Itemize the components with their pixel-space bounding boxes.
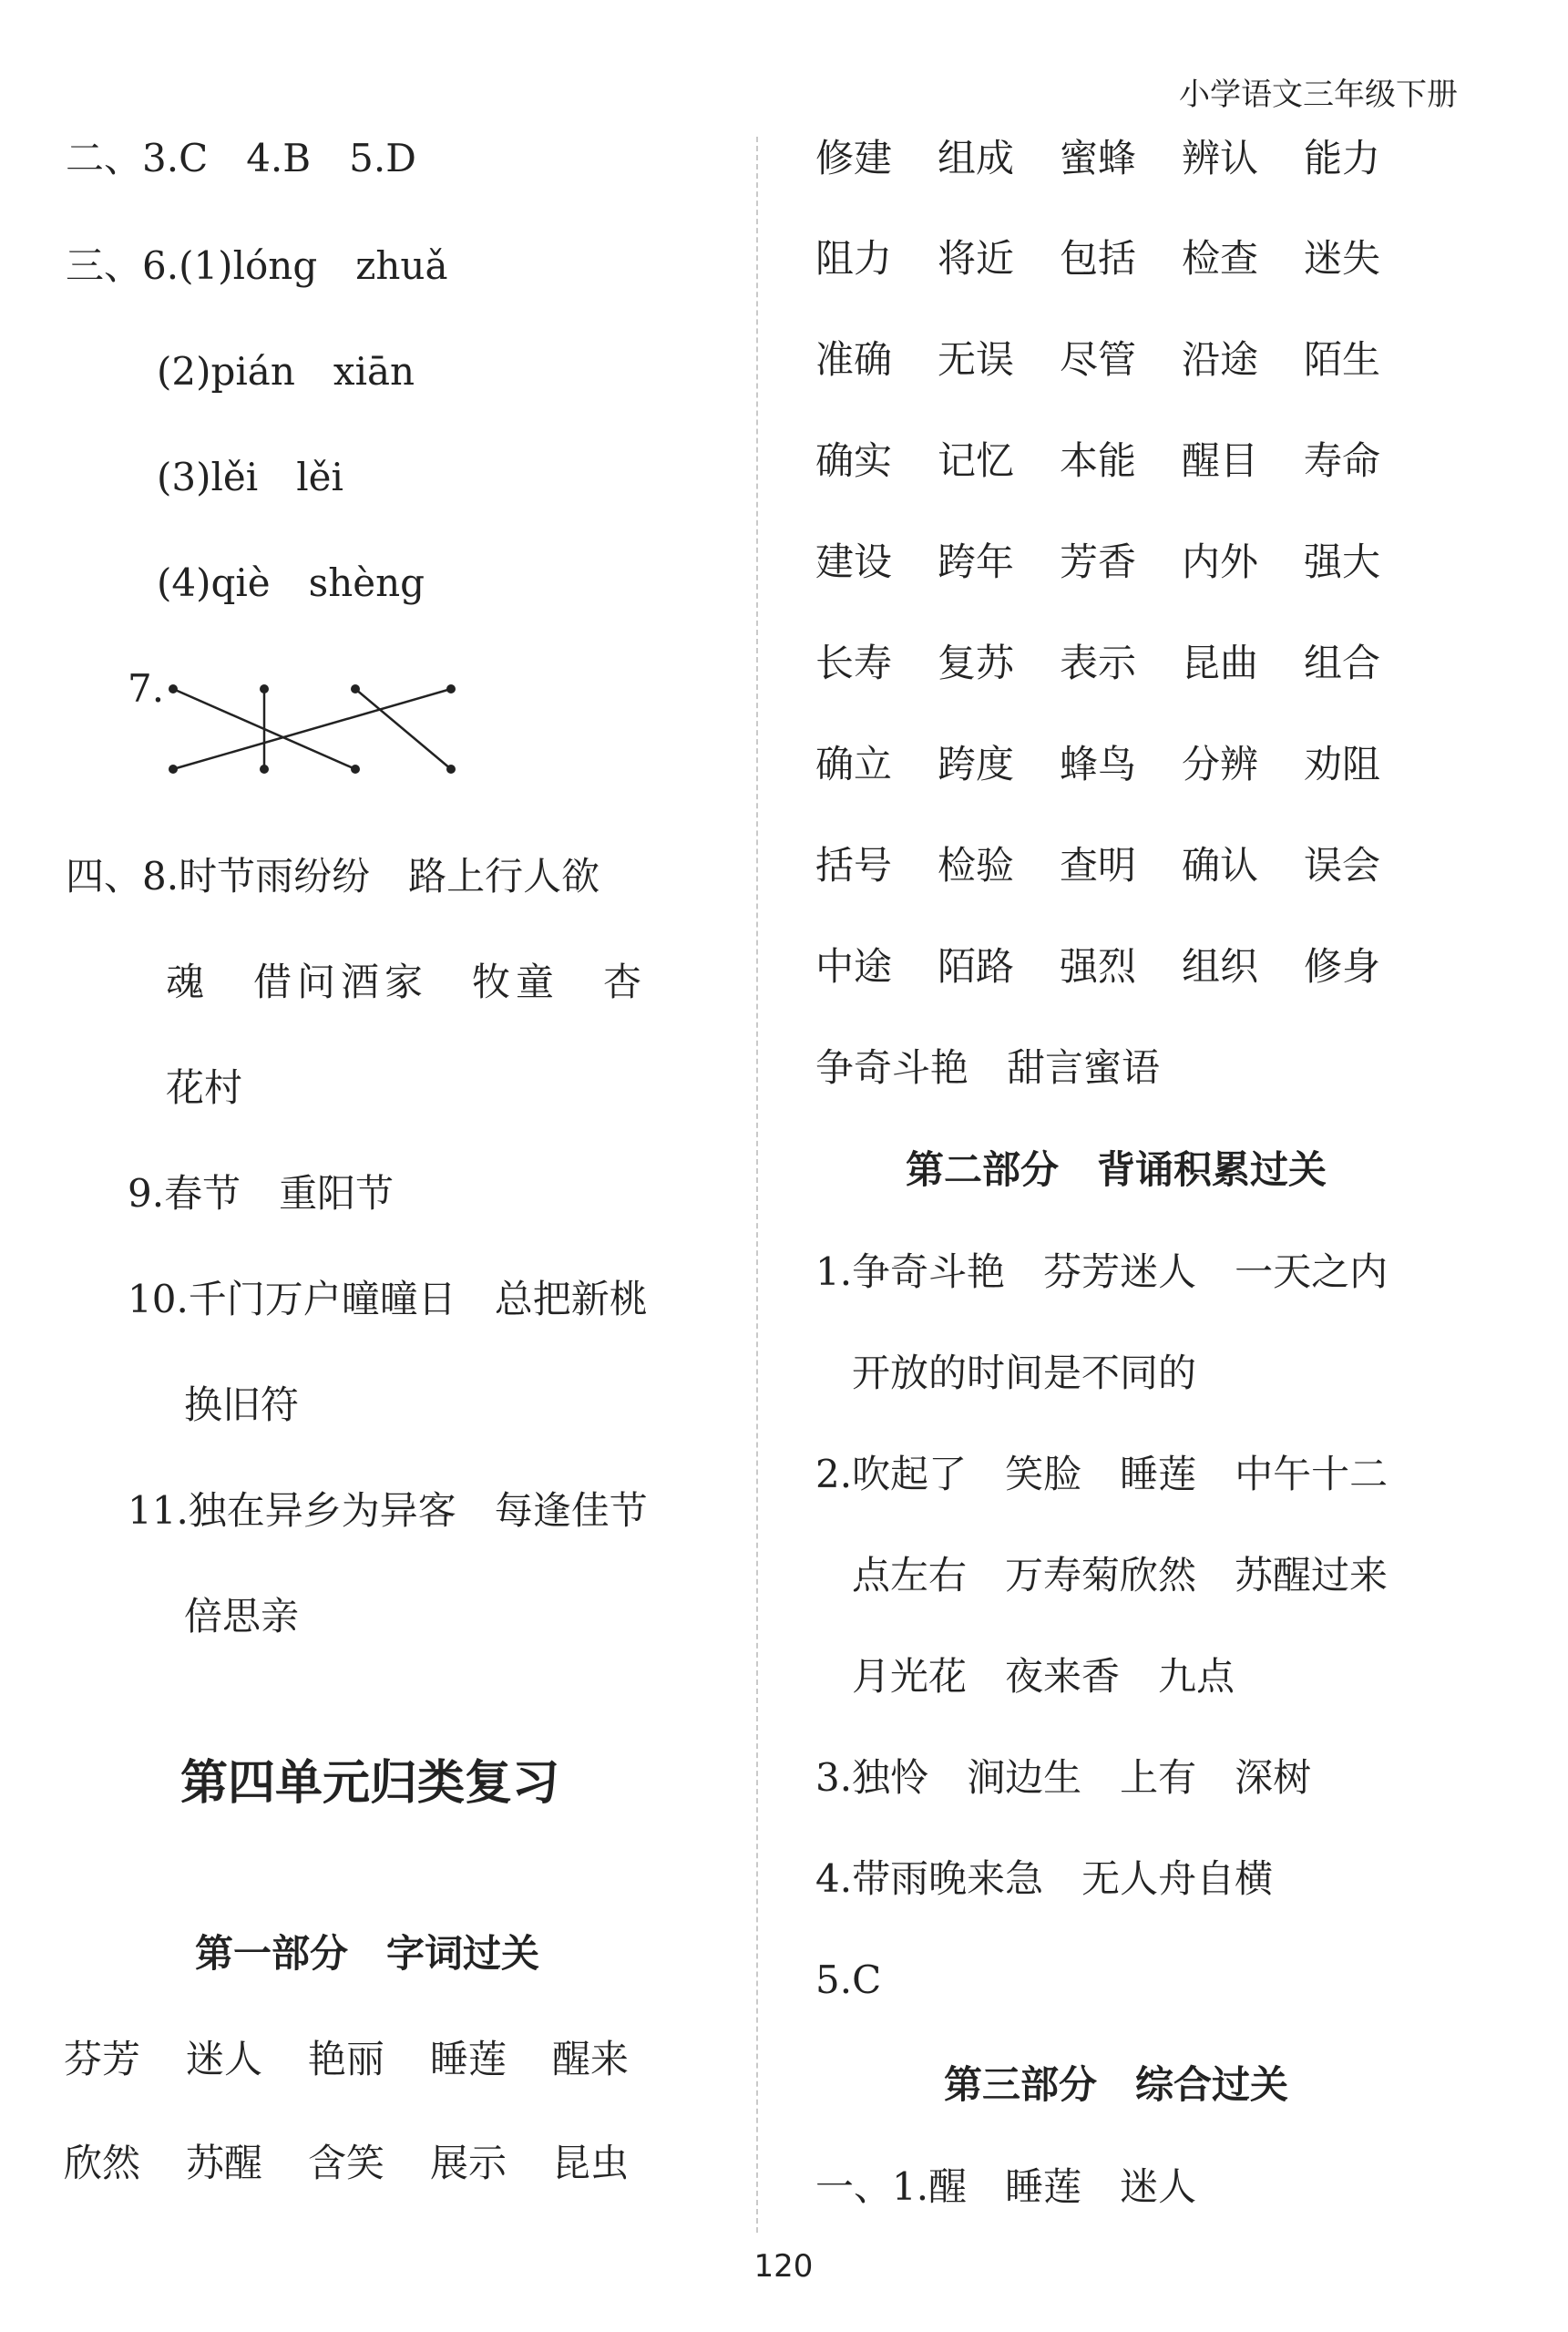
word: 查明 <box>1060 843 1137 888</box>
word: 陌路 <box>938 944 1015 989</box>
word: 能力 <box>1304 136 1381 180</box>
word: 迷人 <box>186 2037 263 2081</box>
word: 检验 <box>938 843 1015 888</box>
word: 分辨 <box>1182 742 1259 786</box>
word: 无误 <box>938 337 1015 382</box>
matching-lines-diagram <box>164 674 465 784</box>
word: 劝阻 <box>1304 742 1381 786</box>
question-9: 9.春节 重阳节 <box>128 1171 395 1216</box>
unit-title: 第四单元归类复习 <box>180 1756 560 1811</box>
word-row <box>815 334 1508 385</box>
match-line-4 <box>173 689 451 769</box>
page-header: 小学语文三年级下册 <box>1179 77 1458 113</box>
word: 将近 <box>938 236 1015 281</box>
match-dot <box>351 684 360 693</box>
word: 阻力 <box>815 236 893 281</box>
word-row <box>815 537 1508 588</box>
word-row <box>815 739 1508 790</box>
part-2-title: 第二部分 背诵积累过关 <box>906 1147 1327 1192</box>
pinyin-answer-4: (4)qiè shèng <box>157 560 425 605</box>
word: 昆曲 <box>1182 641 1259 685</box>
word: 沿途 <box>1182 337 1259 382</box>
word: 中途 <box>815 944 893 989</box>
part-2-question-2-line-3: 月光花 夜来香 九点 <box>852 1654 1235 1699</box>
match-dot <box>260 684 269 693</box>
word-row <box>815 436 1508 487</box>
word: 内外 <box>1182 539 1259 584</box>
part-2-question-5: 5.C <box>815 1957 882 2002</box>
word: 蜜蜂 <box>1060 136 1137 180</box>
word: 长寿 <box>815 641 893 685</box>
match-dot <box>351 765 360 774</box>
part-2-question-4: 4.带雨晚来急 无人舟自横 <box>815 1856 1274 1901</box>
match-dot <box>446 684 456 693</box>
word: 复苏 <box>938 641 1015 685</box>
word-row <box>815 133 1508 184</box>
word: 本能 <box>1060 438 1137 483</box>
match-dot <box>446 765 456 774</box>
word-row <box>0 2138 692 2189</box>
word: 记忆 <box>938 438 1015 483</box>
question-8-line-2: 魂 借问酒家 牧童 杏 <box>166 960 648 1004</box>
word: 芬芳 <box>64 2037 141 2081</box>
word: 含笑 <box>308 2141 385 2185</box>
word: 醒目 <box>1182 438 1259 483</box>
word-row <box>815 941 1508 992</box>
part-3-question-1: 一、1.醒 睡莲 迷人 <box>815 2164 1197 2209</box>
word: 艳丽 <box>308 2037 385 2081</box>
word-row <box>815 638 1508 689</box>
word: 醒来 <box>552 2037 630 2081</box>
word: 包括 <box>1060 236 1137 281</box>
match-dot <box>169 765 178 774</box>
pinyin-answer-3: (3)lěi lěi <box>157 455 343 499</box>
word: 展示 <box>430 2141 507 2185</box>
word: 迷失 <box>1304 236 1381 281</box>
idioms-line: 争奇斗艳 甜言蜜语 <box>815 1045 1161 1090</box>
question-11-line-1: 11.独在异乡为异客 每逢佳节 <box>128 1488 648 1533</box>
answer-line-er: 二、3.C 4.B 5.D <box>66 136 416 180</box>
word: 欣然 <box>64 2141 141 2185</box>
word: 组成 <box>938 136 1015 180</box>
part-2-question-2-line-2: 点左右 万寿菊欣然 苏醒过来 <box>852 1553 1389 1597</box>
word: 蜂鸟 <box>1060 742 1137 786</box>
word-row <box>815 840 1508 891</box>
word: 强烈 <box>1060 944 1137 989</box>
part-2-question-3: 3.独怜 涧边生 上有 深树 <box>815 1755 1312 1800</box>
question-10-line-2: 换旧符 <box>184 1382 300 1427</box>
word: 尽管 <box>1060 337 1137 382</box>
word: 辨认 <box>1182 136 1259 180</box>
question-7-label: 7. <box>128 666 165 711</box>
word: 苏醒 <box>186 2141 263 2185</box>
page-number: 120 <box>753 2248 814 2285</box>
word: 建设 <box>815 539 893 584</box>
part-2-question-1-line-1: 1.争奇斗艳 芬芳迷人 一天之内 <box>815 1249 1389 1294</box>
word-row <box>815 233 1508 284</box>
word: 陌生 <box>1304 337 1381 382</box>
word-row <box>0 2034 692 2085</box>
word: 修建 <box>815 136 893 180</box>
answer-line-si: 四、8.时节雨纷纷 路上行人欲 <box>66 854 600 899</box>
word: 检查 <box>1182 236 1259 281</box>
pinyin-answer-2: (2)pián xiān <box>157 349 415 394</box>
word: 强大 <box>1304 539 1381 584</box>
word: 睡莲 <box>430 2037 507 2081</box>
word: 修身 <box>1304 944 1381 989</box>
word: 确认 <box>1182 843 1259 888</box>
part-3-title: 第三部分 综合过关 <box>944 2062 1289 2107</box>
word: 芳香 <box>1060 539 1137 584</box>
word: 跨度 <box>938 742 1015 786</box>
part-1-title: 第一部分 字词过关 <box>195 1931 540 1976</box>
match-dot <box>169 684 178 693</box>
question-11-line-2: 倍思亲 <box>184 1594 300 1639</box>
word: 寿命 <box>1304 438 1381 483</box>
part-2-question-1-line-2: 开放的时间是不同的 <box>852 1351 1197 1395</box>
match-dot <box>260 765 269 774</box>
word: 误会 <box>1304 843 1381 888</box>
word: 确立 <box>815 742 893 786</box>
word: 表示 <box>1060 641 1137 685</box>
word: 组合 <box>1304 641 1381 685</box>
word: 跨年 <box>938 539 1015 584</box>
word: 准确 <box>815 337 893 382</box>
column-divider <box>756 137 758 2233</box>
word: 组织 <box>1182 944 1259 989</box>
match-line-3 <box>355 689 451 769</box>
answer-line-san: 三、6.(1)lóng zhuǎ <box>66 243 448 288</box>
word: 确实 <box>815 438 893 483</box>
word: 括号 <box>815 843 893 888</box>
question-8-line-3: 花村 <box>166 1065 243 1110</box>
part-2-question-2-line-1: 2.吹起了 笑脸 睡莲 中午十二 <box>815 1452 1389 1496</box>
question-10-line-1: 10.千门万户曈曈日 总把新桃 <box>128 1277 648 1321</box>
word: 昆虫 <box>552 2141 630 2185</box>
